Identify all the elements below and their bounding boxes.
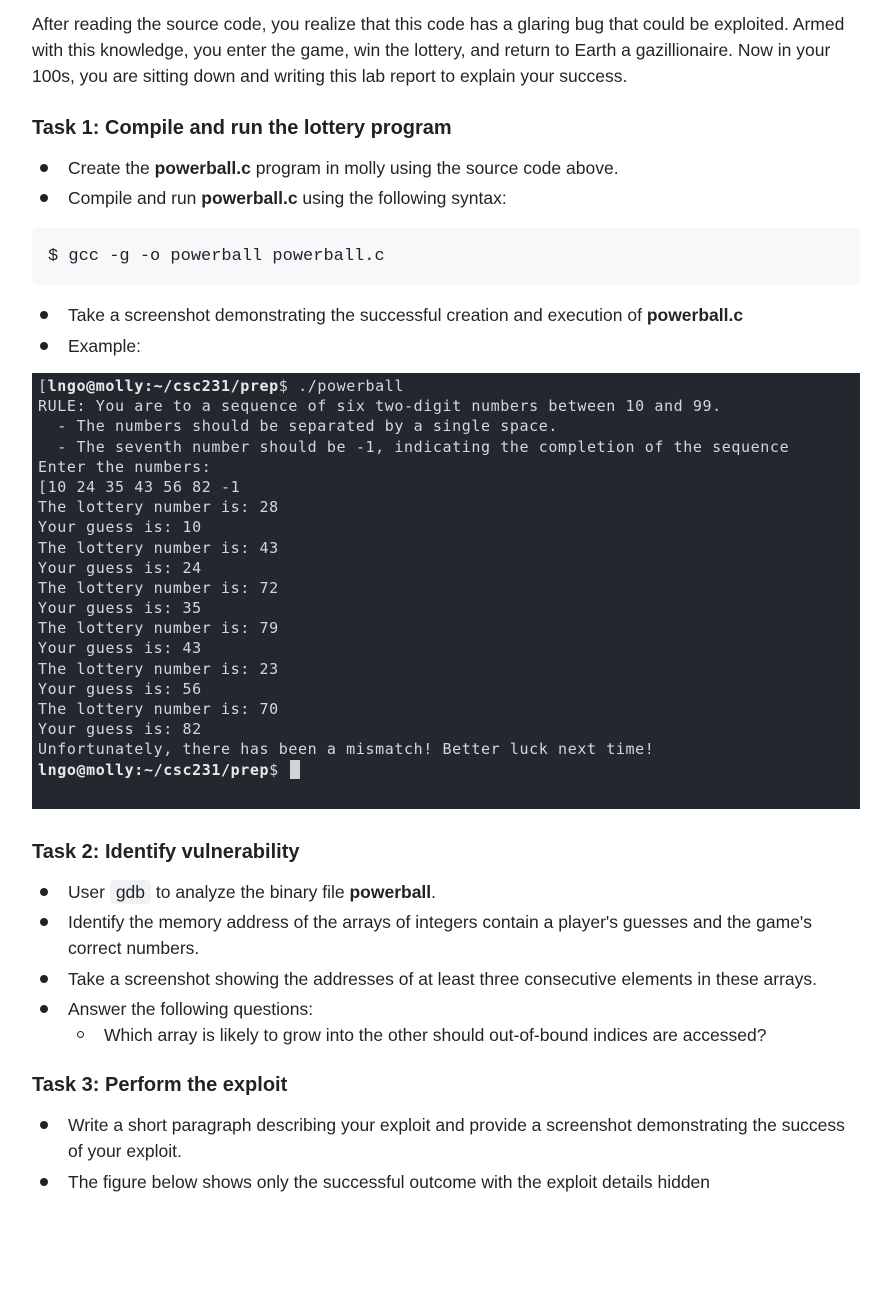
intro-paragraph: After reading the source code, you realize that this code has a glaring bug that could be exploited. Armed with this knowledge, you enter the game, win the lottery, and return to Earth a gazillionaire. Now in your 100s, you are sitting down and writing this lab report to explain your success. <box>32 14 845 86</box>
terminal-line: The lottery number is: 28 <box>38 498 279 517</box>
list-item: Create the powerball.c program in molly using the source code above. <box>32 155 860 181</box>
terminal-line: The lottery number is: 79 <box>38 619 279 638</box>
terminal-line: - The seventh number should be -1, indicating the completion of the sequence <box>38 437 790 456</box>
terminal-screenshot <box>32 373 860 809</box>
task1-list-continued <box>32 302 860 359</box>
terminal-line: - The numbers should be separated by a single space. <box>38 417 559 436</box>
inline-code: gdb <box>110 880 151 904</box>
document <box>0 11 880 1195</box>
task3-heading: Task 3: Perform the exploit <box>32 1074 288 1096</box>
filename: powerball.c <box>154 158 251 178</box>
task1-list <box>32 155 860 211</box>
list-item: Take a screenshot showing the addresses of at least three consecutive elements in these arrays. <box>32 966 860 992</box>
terminal-line: Your guess is: 56 <box>38 679 202 698</box>
prompt-user: lngo@molly: <box>38 760 144 779</box>
filename: powerball.c <box>201 188 298 208</box>
terminal-line: [10 24 35 43 56 82 -1 <box>38 477 241 496</box>
sub-list-item: Which array is likely to grow into the other should out-of-bound indices are accessed? <box>68 1022 860 1048</box>
filename: powerball <box>349 882 432 902</box>
terminal-line: The lottery number is: 23 <box>38 659 279 678</box>
task2-list <box>32 879 860 1048</box>
terminal-line: Enter the numbers: <box>38 457 212 476</box>
list-item: User gdb to analyze the binary file powerball. <box>32 879 860 905</box>
prompt-path: ~/csc231/prep <box>143 760 270 779</box>
prompt-path: ~/csc231/prep <box>153 377 279 395</box>
prompt-user: lngo@molly: <box>47 377 154 395</box>
task2-heading: Task 2: Identify vulnerability <box>32 841 300 863</box>
terminal-line: Your guess is: 43 <box>38 639 202 658</box>
compile-command-code-block <box>32 228 860 285</box>
filename: powerball.c <box>646 305 744 325</box>
terminal-cursor <box>290 760 300 779</box>
terminal-line: Your guess is: 10 <box>38 518 202 537</box>
list-item: Identify the memory address of the arrays of integers contain a player's guesses and the game's correct numbers. <box>32 909 860 961</box>
terminal-command: ./powerball <box>298 377 405 395</box>
terminal-line: Unfortunately, there has been a mismatch! Better luck next time! <box>38 740 655 759</box>
task3-list <box>32 1112 860 1195</box>
list-item: Answer the following questions: Which array is likely to grow into the other should out-of-bound indices are accessed? <box>32 996 860 1048</box>
task2-sublist <box>68 1022 860 1048</box>
terminal-line: Your guess is: 35 <box>38 599 202 618</box>
compile-command: $ gcc -g -o powerball powerball.c <box>48 247 385 266</box>
terminal-line: The lottery number is: 72 <box>38 578 279 597</box>
terminal-final-prompt-line: lngo@molly:~/csc231/prep$ <box>38 760 860 780</box>
list-item: Example: <box>32 333 860 359</box>
task1-heading: Task 1: Compile and run the lottery program <box>32 117 452 139</box>
terminal-prompt-line: [lngo@molly:~/csc231/prep$ ./powerball <box>38 377 405 395</box>
terminal-line: RULE: You are to a sequence of six two-digit numbers between 10 and 99. <box>38 397 722 416</box>
terminal-line: Your guess is: 24 <box>38 558 202 577</box>
list-item: Write a short paragraph describing your exploit and provide a screenshot demonstrating the success of your exploit. <box>32 1112 860 1164</box>
terminal-line: The lottery number is: 43 <box>38 538 279 557</box>
terminal-line: The lottery number is: 70 <box>38 700 279 718</box>
terminal-line: Your guess is: 82 <box>38 720 202 739</box>
list-item: Compile and run powerball.c using the following syntax: <box>32 185 860 211</box>
list-item: Take a screenshot demonstrating the successful creation and execution of powerball.c <box>32 302 860 328</box>
list-item: The figure below shows only the successful outcome with the exploit details hidden <box>32 1169 860 1195</box>
